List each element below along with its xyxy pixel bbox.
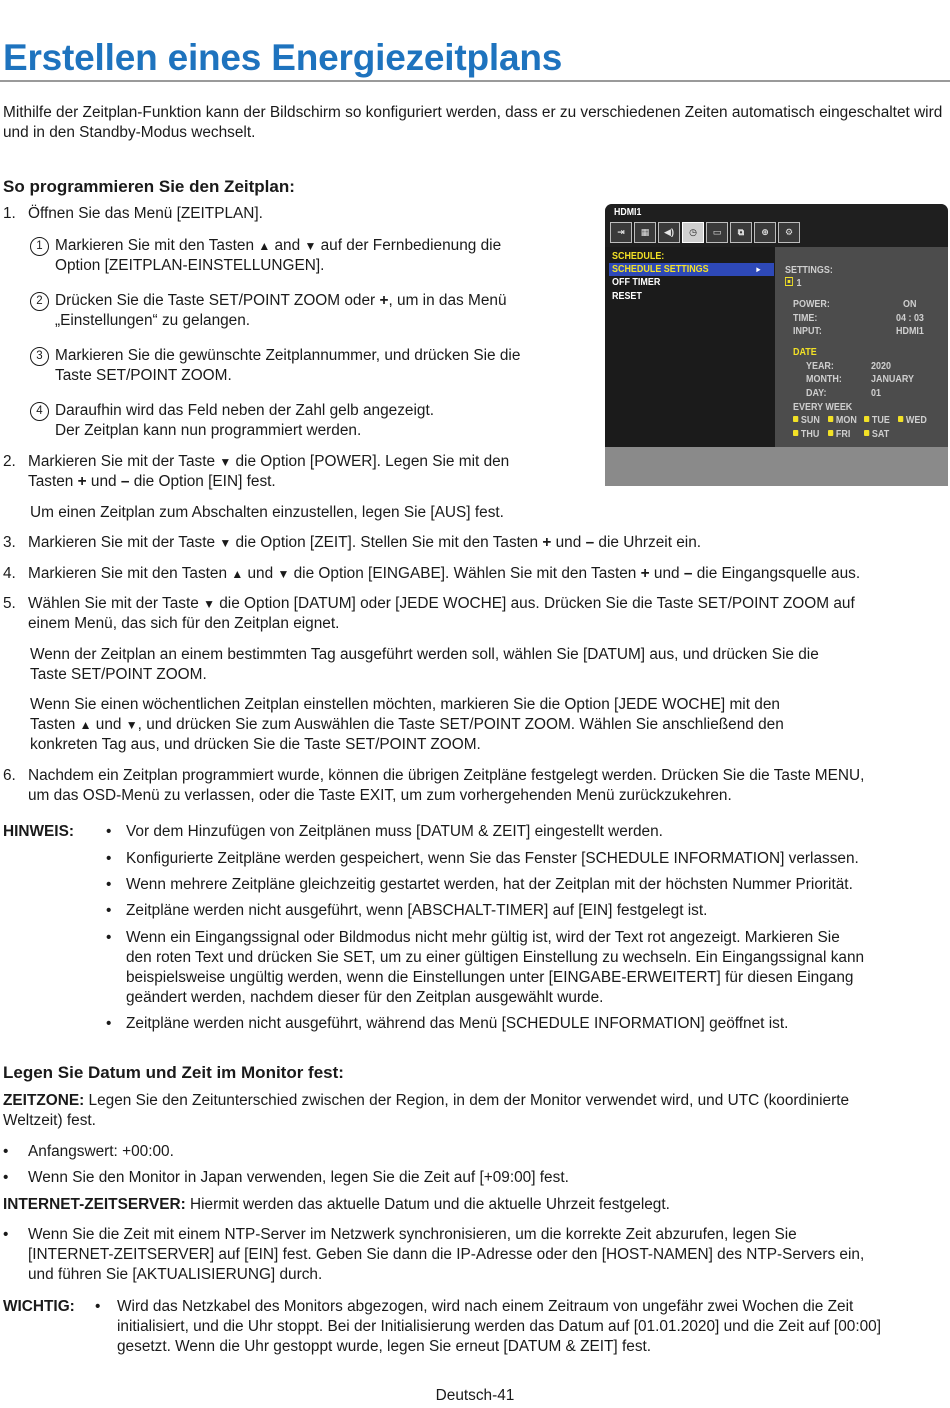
osd-day-value[interactable]: 01 [871,388,881,399]
step-number: 3. [3,534,16,551]
arrow-right-icon: ► [755,265,762,274]
wichtig-label: WICHTIG: [3,1298,75,1315]
bullet-point: • [106,850,112,867]
osd-day-fri[interactable]: FRI [828,428,850,442]
internet-zeitserver-label: INTERNET-ZEITSERVER: [3,1196,186,1213]
minus-symbol: – [683,565,693,582]
up-arrow-icon: ▲ [79,718,92,732]
multi-display-icon: ⧉ [730,222,752,243]
osd-day-tue[interactable]: TUE [864,414,890,428]
osd-power-value[interactable]: ON [903,299,917,310]
checkbox-icon [864,430,869,436]
osd-every-week-label[interactable]: EVERY WEEK [793,402,853,413]
step-2-note: Um einen Zeitplan zum Abschalten einzustellen, legen Sie [AUS] fest. [30,504,504,521]
osd-input-label: HDMI1 [614,207,642,218]
osd-day-label: DAY: [806,388,827,399]
osd-day-thu[interactable]: THU [793,428,819,442]
bullet-point: • [106,902,112,919]
datetime-heading: Legen Sie Datum und Zeit im Monitor fest: [3,1063,344,1082]
plus-symbol: + [640,565,650,582]
osd-day-sat[interactable]: SAT [864,428,889,442]
osd-year-label: YEAR: [806,361,834,372]
bullet-point: • [3,1226,9,1243]
checkbox-icon [898,416,903,422]
step-5-week-paragraph: Wenn Sie einen wöchentlichen Zeitplan einstellen möchten, markieren Sie die Option [JEDE WOCHE] mit den Tasten ▲ und ▼, und drücken Sie zum Auswählen die Taste SET/POINT ZOOM. Wählen Sie anschließend den konkreten Tag aus, und drücken Sie die Taste SET/POINT ZOOM. [30,696,784,753]
page-title: Erstellen eines Energiezeitplans [3,37,563,78]
step-5-date-paragraph: Wenn der Zeitplan an einem bestimmten Tag ausgeführt werden soll, wählen Sie [DATUM] aus, und drücken Sie die Taste SET/POINT ZOOM. [30,646,819,683]
schedule-icon: ◷ [682,222,704,243]
osd-icon-row [610,222,800,243]
bullet-point: • [106,1015,112,1032]
minus-symbol: – [120,473,130,490]
osd-menu-item-off-timer[interactable]: OFF TIMER [612,277,661,288]
osd-date-label[interactable]: DATE [793,347,817,358]
step-number: 2. [3,453,16,470]
hinweis-label: HINWEIS: [3,823,74,840]
osd-month-value[interactable]: JANUARY [871,374,915,385]
down-arrow-icon: ▼ [277,567,290,581]
osd-settings-label: SETTINGS: [785,265,833,276]
osd-schedule-screenshot [605,204,948,486]
osd-time-label: TIME: [793,313,818,324]
step-number: 6. [3,767,16,784]
program-heading: So programmieren Sie den Zeitplan: [3,177,295,196]
system-icon: ⚙ [778,222,800,243]
osd-top-bar [605,204,948,247]
osd-menu-item-schedule-settings[interactable]: SCHEDULE SETTINGS [612,264,709,275]
osd-time-value[interactable]: 04 : 03 [896,313,924,324]
down-arrow-icon: ▼ [203,597,215,611]
protect-icon: ⊕ [754,222,776,243]
screen-icon: ▭ [706,222,728,243]
internet-zeitserver-paragraph: INTERNET-ZEITSERVER: Hiermit werden das aktuelle Datum und die aktuelle Uhrzeit festgelegt. [3,1196,670,1213]
osd-settings-number[interactable]: 1 [785,277,801,291]
osd-day-mon[interactable]: MON [828,414,857,428]
up-arrow-icon: ▲ [258,239,271,253]
checkbox-icon [793,416,798,422]
audio-icon: ◀) [658,222,680,243]
zeitzone-paragraph: ZEITZONE: Legen Sie den Zeitunterschied zwischen der Region, in dem der Monitor verwendet wird, und UTC (koordinierte Weltzeit) fest. [3,1092,850,1129]
circled-number-2: 2 [30,292,49,311]
bullet-point: • [106,929,112,946]
bullet-point: • [106,823,112,840]
intro-paragraph: Mithilfe der Zeitplan-Funktion kann der Bildschirm so konfiguriert werden, dass er zu verschiedenen Zeiten automatisch eingeschaltet wird und in den Standby-Modus wechselt. [3,104,943,141]
circled-number-4: 4 [30,402,49,421]
step-text: Öffnen Sie das Menü [ZEITPLAN]. [28,205,263,222]
step-number: 5. [3,595,16,612]
plus-symbol: + [542,534,552,551]
down-arrow-icon: ▼ [219,455,232,469]
checkbox-icon [785,277,793,286]
osd-input-setting-label: INPUT: [793,326,822,337]
osd-year-value[interactable]: 2020 [871,361,891,372]
circled-number-3: 3 [30,347,49,366]
up-arrow-icon: ▲ [231,567,244,581]
minus-symbol: – [585,534,595,551]
osd-day-wed[interactable]: WED [898,414,927,428]
osd-day-sun[interactable]: SUN [793,414,820,428]
page-number: Deutsch-41 [435,1387,515,1404]
osd-power-label: POWER: [793,299,830,310]
circled-number-1: 1 [30,237,49,256]
osd-menu-item-reset[interactable]: RESET [612,291,642,302]
osd-footer-bar [605,447,948,486]
bullet-point: • [3,1143,9,1160]
step-number: 4. [3,565,16,582]
down-arrow-icon: ▼ [219,536,232,550]
osd-input-setting-value[interactable]: HDMI1 [896,326,924,337]
down-arrow-icon: ▼ [304,239,317,253]
checkbox-icon [828,430,833,436]
step-number: 1. [3,205,16,222]
bullet-point: • [106,876,112,893]
bullet-point: • [3,1169,9,1186]
checkbox-icon [793,430,798,436]
osd-menu-title: SCHEDULE: [612,251,665,262]
plus-symbol: + [379,292,389,309]
title-divider [0,80,950,82]
plus-symbol: + [77,473,87,490]
checkbox-icon [864,416,869,422]
zeitzone-label: ZEITZONE: [3,1092,85,1109]
picture-icon: ▦ [634,222,656,243]
osd-month-label: MONTH: [806,374,842,385]
input-icon: ⇥ [610,222,632,243]
bullet-point: • [95,1298,101,1315]
down-arrow-icon: ▼ [125,718,138,732]
checkbox-icon [828,416,833,422]
